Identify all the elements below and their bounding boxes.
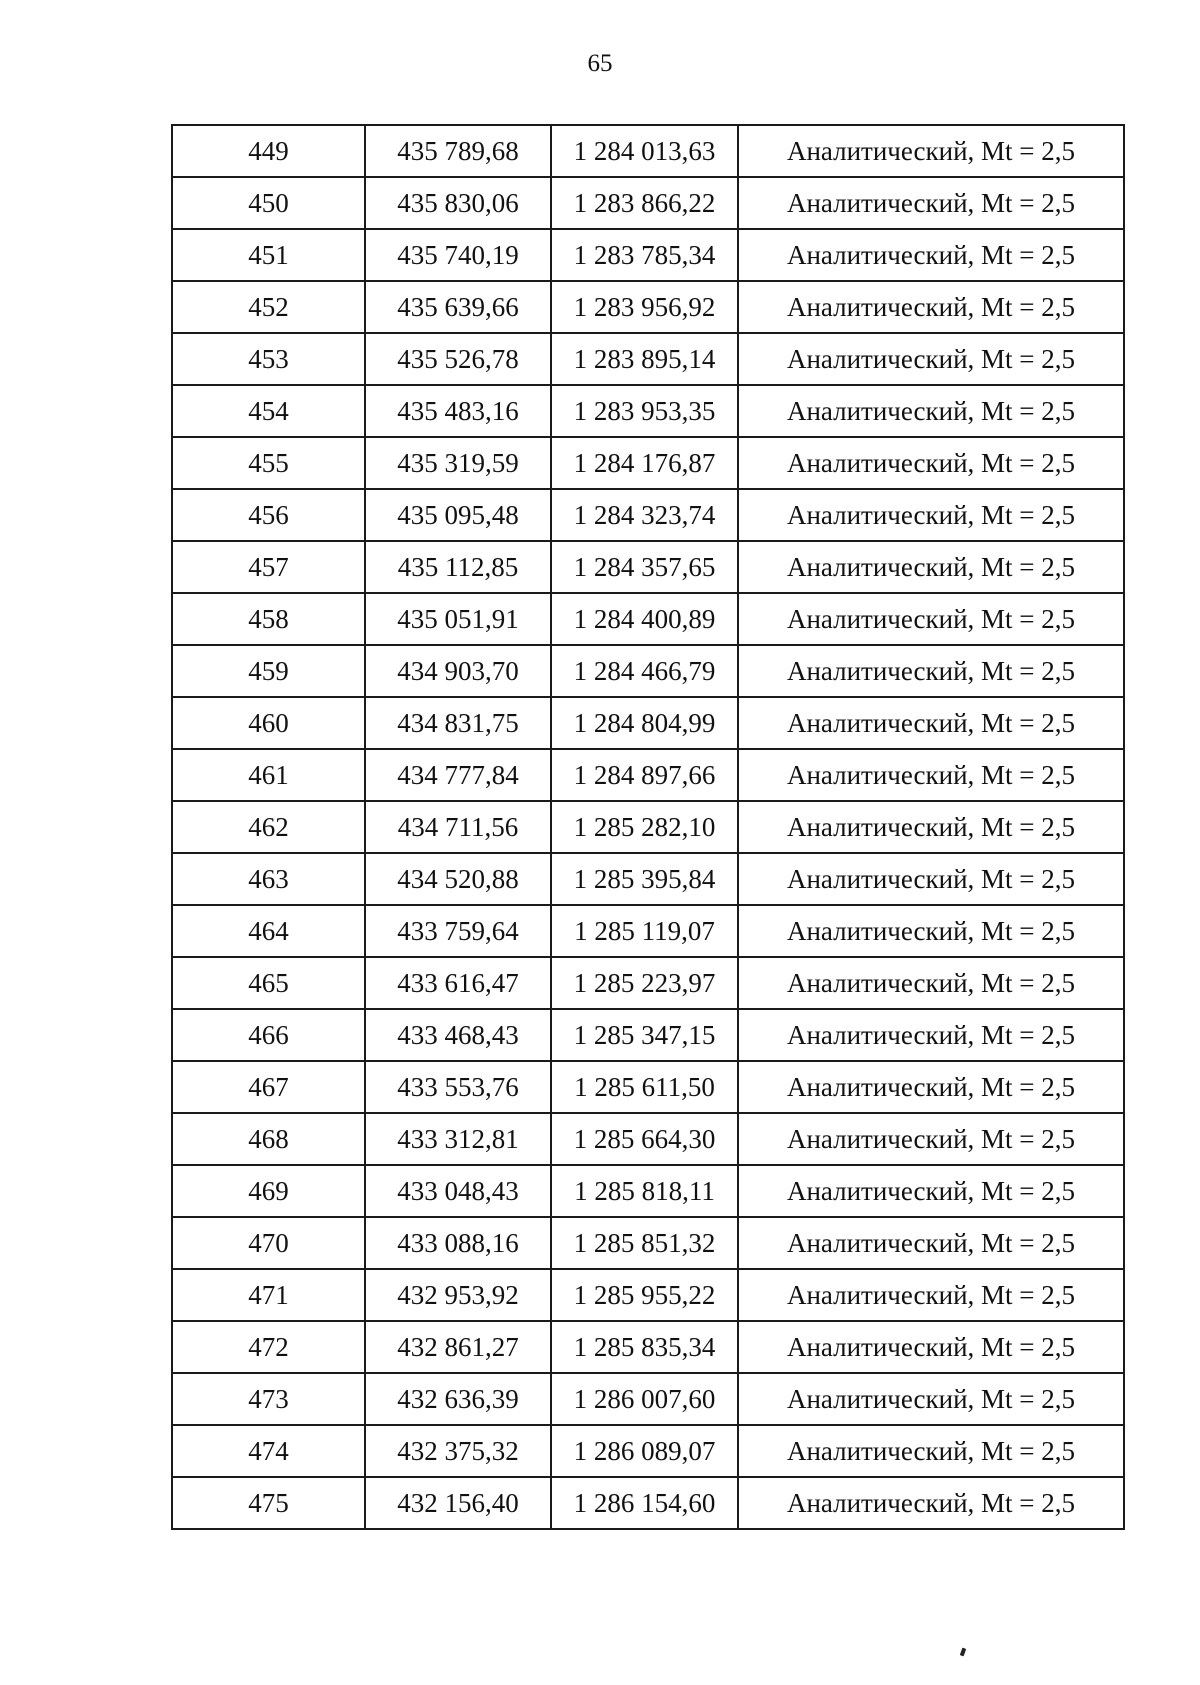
x-coordinate-cell: 435 830,06 <box>365 177 551 229</box>
table-row <box>172 1321 1124 1373</box>
method-cell: Аналитический, Mt = 2,5 <box>738 1321 1124 1373</box>
point-number-cell: 474 <box>172 1425 365 1477</box>
x-coordinate-cell: 433 088,16 <box>365 1217 551 1269</box>
method-cell: Аналитический, Mt = 2,5 <box>738 957 1124 1009</box>
x-coordinate-cell: 432 636,39 <box>365 1373 551 1425</box>
table-row <box>172 437 1124 489</box>
table-row <box>172 177 1124 229</box>
x-coordinate-cell: 435 789,68 <box>365 125 551 177</box>
y-coordinate-cell: 1 285 347,15 <box>551 1009 738 1061</box>
x-coordinate-cell: 434 831,75 <box>365 697 551 749</box>
table-row <box>172 697 1124 749</box>
point-number-cell: 459 <box>172 645 365 697</box>
method-cell: Аналитический, Mt = 2,5 <box>738 281 1124 333</box>
point-number-cell: 466 <box>172 1009 365 1061</box>
method-cell: Аналитический, Mt = 2,5 <box>738 1373 1124 1425</box>
point-number-cell: 450 <box>172 177 365 229</box>
point-number-cell: 461 <box>172 749 365 801</box>
x-coordinate-cell: 435 095,48 <box>365 489 551 541</box>
x-coordinate-cell: 433 048,43 <box>365 1165 551 1217</box>
x-coordinate-cell: 434 711,56 <box>365 801 551 853</box>
x-coordinate-cell: 435 483,16 <box>365 385 551 437</box>
point-number-cell: 469 <box>172 1165 365 1217</box>
x-coordinate-cell: 433 553,76 <box>365 1061 551 1113</box>
point-number-cell: 455 <box>172 437 365 489</box>
y-coordinate-cell: 1 284 357,65 <box>551 541 738 593</box>
y-coordinate-cell: 1 285 395,84 <box>551 853 738 905</box>
x-coordinate-cell: 435 319,59 <box>365 437 551 489</box>
y-coordinate-cell: 1 283 956,92 <box>551 281 738 333</box>
table-row <box>172 645 1124 697</box>
point-number-cell: 468 <box>172 1113 365 1165</box>
method-cell: Аналитический, Mt = 2,5 <box>738 1477 1124 1529</box>
y-coordinate-cell: 1 283 785,34 <box>551 229 738 281</box>
method-cell: Аналитический, Mt = 2,5 <box>738 905 1124 957</box>
method-cell: Аналитический, Mt = 2,5 <box>738 801 1124 853</box>
point-number-cell: 462 <box>172 801 365 853</box>
x-coordinate-cell: 434 777,84 <box>365 749 551 801</box>
table-row <box>172 905 1124 957</box>
y-coordinate-cell: 1 285 282,10 <box>551 801 738 853</box>
point-number-cell: 452 <box>172 281 365 333</box>
method-cell: Аналитический, Mt = 2,5 <box>738 1217 1124 1269</box>
method-cell: Аналитический, Mt = 2,5 <box>738 437 1124 489</box>
x-coordinate-cell: 433 759,64 <box>365 905 551 957</box>
method-cell: Аналитический, Mt = 2,5 <box>738 333 1124 385</box>
table-row <box>172 281 1124 333</box>
table-row <box>172 125 1124 177</box>
table-row <box>172 541 1124 593</box>
point-number-cell: 471 <box>172 1269 365 1321</box>
table-row <box>172 1425 1124 1477</box>
table-row <box>172 593 1124 645</box>
x-coordinate-cell: 432 861,27 <box>365 1321 551 1373</box>
page-number: 65 <box>587 50 613 77</box>
table-row <box>172 1373 1124 1425</box>
point-number-cell: 458 <box>172 593 365 645</box>
method-cell: Аналитический, Mt = 2,5 <box>738 489 1124 541</box>
table-row <box>172 385 1124 437</box>
point-number-cell: 449 <box>172 125 365 177</box>
method-cell: Аналитический, Mt = 2,5 <box>738 593 1124 645</box>
method-cell: Аналитический, Mt = 2,5 <box>738 385 1124 437</box>
coordinates-table <box>171 124 1125 1530</box>
method-cell: Аналитический, Mt = 2,5 <box>738 1269 1124 1321</box>
method-cell: Аналитический, Mt = 2,5 <box>738 125 1124 177</box>
method-cell: Аналитический, Mt = 2,5 <box>738 1009 1124 1061</box>
point-number-cell: 467 <box>172 1061 365 1113</box>
method-cell: Аналитический, Mt = 2,5 <box>738 541 1124 593</box>
y-coordinate-cell: 1 285 835,34 <box>551 1321 738 1373</box>
table-row <box>172 749 1124 801</box>
table-row <box>172 801 1124 853</box>
x-coordinate-cell: 432 156,40 <box>365 1477 551 1529</box>
table-row <box>172 1477 1124 1529</box>
table-row <box>172 333 1124 385</box>
y-coordinate-cell: 1 285 611,50 <box>551 1061 738 1113</box>
table-row <box>172 1165 1124 1217</box>
table-row <box>172 229 1124 281</box>
y-coordinate-cell: 1 285 664,30 <box>551 1113 738 1165</box>
x-coordinate-cell: 432 953,92 <box>365 1269 551 1321</box>
x-coordinate-cell: 433 468,43 <box>365 1009 551 1061</box>
point-number-cell: 465 <box>172 957 365 1009</box>
table-row <box>172 1009 1124 1061</box>
point-number-cell: 470 <box>172 1217 365 1269</box>
method-cell: Аналитический, Mt = 2,5 <box>738 229 1124 281</box>
coordinates-table-body <box>172 125 1124 1529</box>
x-coordinate-cell: 432 375,32 <box>365 1425 551 1477</box>
table-row <box>172 853 1124 905</box>
point-number-cell: 463 <box>172 853 365 905</box>
table-row <box>172 957 1124 1009</box>
y-coordinate-cell: 1 286 154,60 <box>551 1477 738 1529</box>
method-cell: Аналитический, Mt = 2,5 <box>738 749 1124 801</box>
method-cell: Аналитический, Mt = 2,5 <box>738 853 1124 905</box>
x-coordinate-cell: 435 051,91 <box>365 593 551 645</box>
y-coordinate-cell: 1 284 897,66 <box>551 749 738 801</box>
method-cell: Аналитический, Mt = 2,5 <box>738 1165 1124 1217</box>
method-cell: Аналитический, Mt = 2,5 <box>738 177 1124 229</box>
point-number-cell: 464 <box>172 905 365 957</box>
y-coordinate-cell: 1 286 007,60 <box>551 1373 738 1425</box>
point-number-cell: 457 <box>172 541 365 593</box>
x-coordinate-cell: 435 639,66 <box>365 281 551 333</box>
point-number-cell: 453 <box>172 333 365 385</box>
table-row <box>172 1113 1124 1165</box>
y-coordinate-cell: 1 285 955,22 <box>551 1269 738 1321</box>
x-coordinate-cell: 433 616,47 <box>365 957 551 1009</box>
x-coordinate-cell: 434 520,88 <box>365 853 551 905</box>
y-coordinate-cell: 1 285 223,97 <box>551 957 738 1009</box>
method-cell: Аналитический, Mt = 2,5 <box>738 1425 1124 1477</box>
method-cell: Аналитический, Mt = 2,5 <box>738 1113 1124 1165</box>
point-number-cell: 454 <box>172 385 365 437</box>
point-number-cell: 472 <box>172 1321 365 1373</box>
point-number-cell: 473 <box>172 1373 365 1425</box>
method-cell: Аналитический, Mt = 2,5 <box>738 645 1124 697</box>
point-number-cell: 451 <box>172 229 365 281</box>
y-coordinate-cell: 1 286 089,07 <box>551 1425 738 1477</box>
y-coordinate-cell: 1 284 466,79 <box>551 645 738 697</box>
y-coordinate-cell: 1 284 013,63 <box>551 125 738 177</box>
y-coordinate-cell: 1 285 851,32 <box>551 1217 738 1269</box>
method-cell: Аналитический, Mt = 2,5 <box>738 697 1124 749</box>
x-coordinate-cell: 435 526,78 <box>365 333 551 385</box>
x-coordinate-cell: 434 903,70 <box>365 645 551 697</box>
y-coordinate-cell: 1 285 119,07 <box>551 905 738 957</box>
table-row <box>172 1061 1124 1113</box>
point-number-cell: 475 <box>172 1477 365 1529</box>
x-coordinate-cell: 433 312,81 <box>365 1113 551 1165</box>
point-number-cell: 460 <box>172 697 365 749</box>
y-coordinate-cell: 1 283 895,14 <box>551 333 738 385</box>
point-number-cell: 456 <box>172 489 365 541</box>
method-cell: Аналитический, Mt = 2,5 <box>738 1061 1124 1113</box>
y-coordinate-cell: 1 284 176,87 <box>551 437 738 489</box>
y-coordinate-cell: 1 284 400,89 <box>551 593 738 645</box>
y-coordinate-cell: 1 284 323,74 <box>551 489 738 541</box>
table-row <box>172 1269 1124 1321</box>
x-coordinate-cell: 435 112,85 <box>365 541 551 593</box>
y-coordinate-cell: 1 283 866,22 <box>551 177 738 229</box>
y-coordinate-cell: 1 283 953,35 <box>551 385 738 437</box>
y-coordinate-cell: 1 285 818,11 <box>551 1165 738 1217</box>
x-coordinate-cell: 435 740,19 <box>365 229 551 281</box>
stray-mark <box>960 1648 966 1657</box>
table-row <box>172 1217 1124 1269</box>
y-coordinate-cell: 1 284 804,99 <box>551 697 738 749</box>
table-row <box>172 489 1124 541</box>
coordinates-table-container <box>171 124 1125 1530</box>
